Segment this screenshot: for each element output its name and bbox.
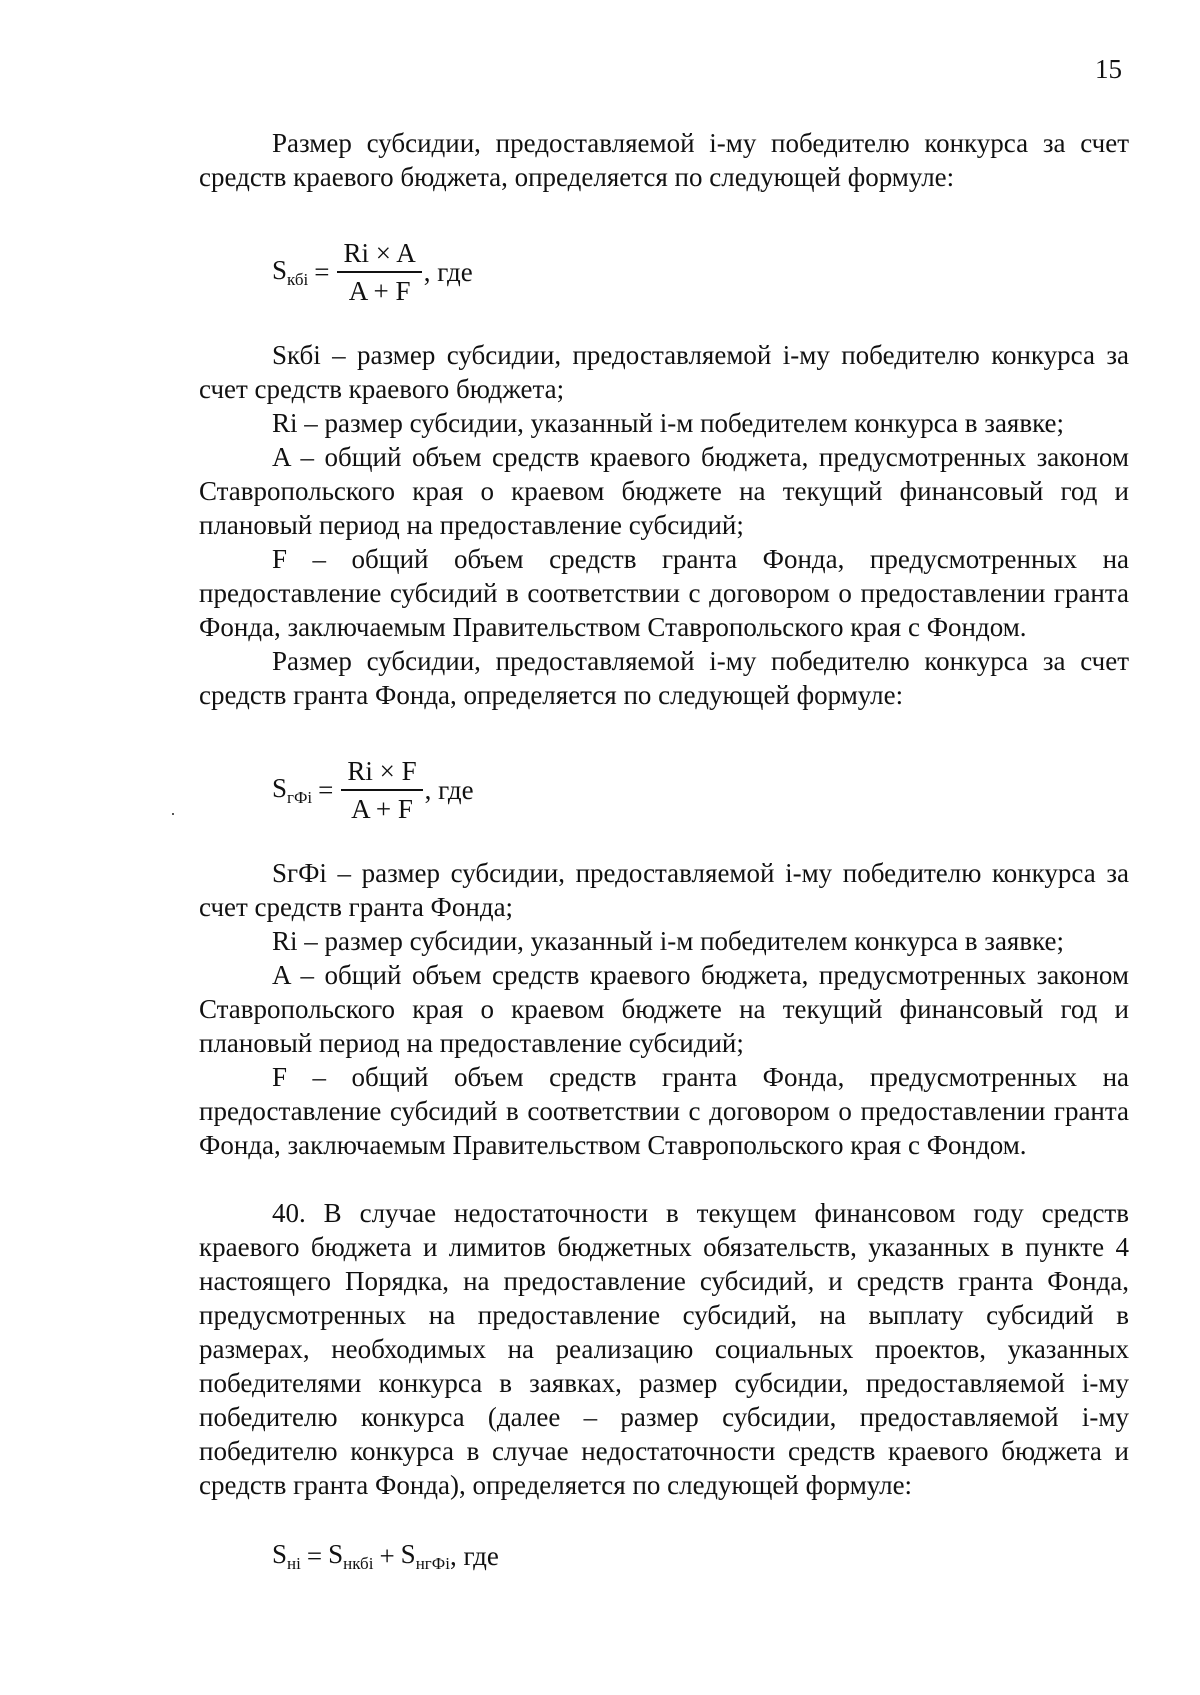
formula-equals: = <box>306 1541 323 1571</box>
document-body <box>199 126 1129 1586</box>
formula-equals: = <box>314 257 330 287</box>
formula-suffix: , где <box>449 1541 499 1571</box>
formula-term <box>272 1537 301 1575</box>
formula-subscript: кбi <box>287 270 309 289</box>
formula-term <box>401 1537 450 1575</box>
formula-symbol: S <box>272 773 288 803</box>
formula-fraction <box>341 754 422 826</box>
definition-a: A – общий объем средств краевого бюджета, предусмотренных законом Ставропольского края о краевом бюджете на текущий финансовый год и плановый период на предоставление субсидий; <box>199 960 1129 1058</box>
formula-numerator: Ri × F <box>341 754 422 791</box>
formula-fraction <box>337 236 421 308</box>
formula-subscript: гФi <box>287 788 313 807</box>
formula-denominator: A + F <box>348 276 411 306</box>
definition-f: F – общий объем средств гранта Фонда, предусмотренных на предоставление субсидий в соответствии с договором о предоставлении гранта Фонда, заключаемым Правительством Ставропольского края с Фондом. <box>199 1062 1129 1160</box>
formula-subscript: нгФi <box>415 1554 450 1573</box>
definition-s-kb: Sкбi – размер субсидии, предоставляемой i-му победителю конкурса за счет средств краевого бюджета; <box>199 340 1129 404</box>
paragraph-gap <box>199 1162 1129 1196</box>
formula-s-kb <box>199 220 1129 324</box>
page-number: 15 <box>1095 54 1122 84</box>
formula-s-gf <box>199 738 1129 842</box>
paragraph-40: 40. В случае недостаточности в текущем финансовом году средств краевого бюджета и лимитов бюджетных обязательств, указанных в пункте 4 настоящего Порядка, на предоставление субсидий, и средств гранта Фонда, предусмотренных на предоставление субсидий, на выплату субсидий в размерах, необходимых на реализацию социальных проектов, указанных победителями конкурса в заявках, размер субсидии, предоставляемой i-му победителю конкурса (далее – размер субсидии, предоставляемой i-му победителю конкурса в случае недостаточности средств краевого бюджета и средств гранта Фонда), определяется по следующей формуле: <box>199 1198 1129 1500</box>
formula-lhs <box>272 771 312 809</box>
formula-equals: = <box>318 775 334 805</box>
formula-term <box>328 1537 373 1575</box>
formula-lhs <box>272 253 308 291</box>
formula-suffix: , где <box>423 257 473 287</box>
definition-a: A – общий объем средств краевого бюджета, предусмотренных законом Ставропольского края о краевом бюджете на текущий финансовый год и плановый период на предоставление субсидий; <box>199 442 1129 540</box>
formula-symbol: S <box>328 1539 344 1569</box>
formula-denominator: A + F <box>351 794 413 824</box>
scan-speck <box>172 813 174 815</box>
definition-s-gf: SгФi – размер субсидии, предоставляемой i-му победителю конкурса за счет средств гранта Фонда; <box>199 858 1129 922</box>
paragraph-intro-gf: Размер субсидии, предоставляемой i-му победителю конкурса за счет средств гранта Фонда, определяется по следующей формуле: <box>199 646 1129 710</box>
definition-ri: Ri – размер субсидии, указанный i-м победителем конкурса в заявке; <box>272 408 1065 438</box>
formula-symbol: S <box>272 255 288 285</box>
formula-s-n <box>199 1526 1129 1586</box>
paragraph-intro-kb: Размер субсидии, предоставляемой i-му победителю конкурса за счет средств краевого бюджета, определяется по следующей формуле: <box>199 128 1129 192</box>
definition-ri: Ri – размер субсидии, указанный i-м победителем конкурса в заявке; <box>272 926 1065 956</box>
formula-subscript: нкбi <box>343 1554 374 1573</box>
formula-suffix: , где <box>424 775 474 805</box>
formula-plus: + <box>379 1541 395 1571</box>
formula-symbol: S <box>400 1539 416 1569</box>
formula-numerator: Ri × A <box>337 236 421 273</box>
formula-subscript: нi <box>287 1554 301 1573</box>
definition-f: F – общий объем средств гранта Фонда, предусмотренных на предоставление субсидий в соответствии с договором о предоставлении гранта Фонда, заключаемым Правительством Ставропольского края с Фондом. <box>199 544 1129 642</box>
formula-symbol: S <box>272 1539 288 1569</box>
